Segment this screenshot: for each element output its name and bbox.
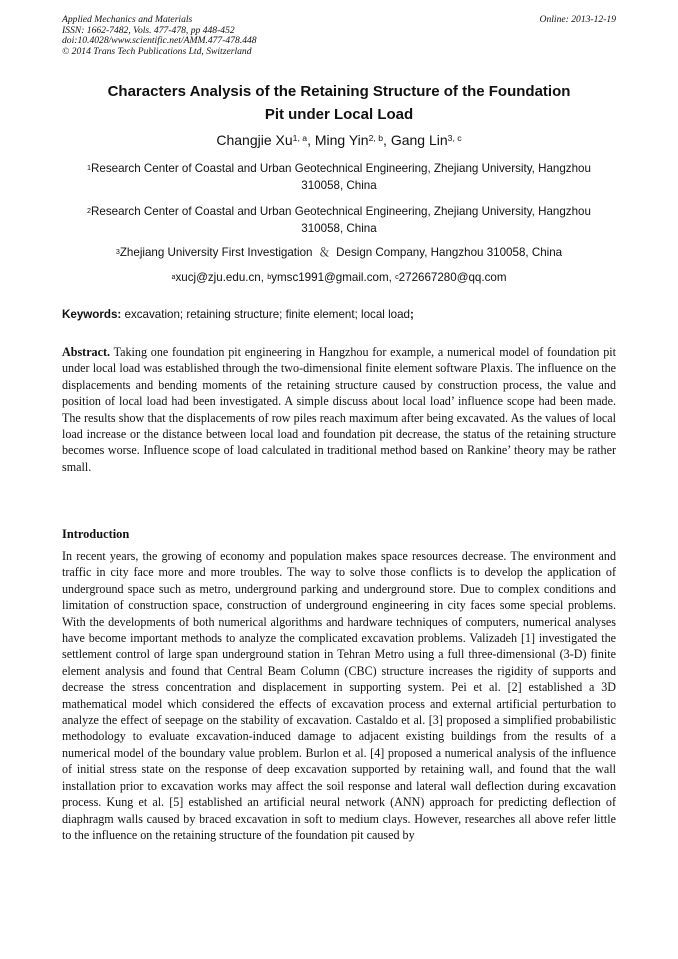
copyright-line: © 2014 Trans Tech Publications Ltd, Switzerland [62, 45, 252, 57]
affiliation-2 [62, 203, 616, 237]
title-line-1: Characters Analysis of the Retaining Structure of the Foundation [107, 83, 571, 100]
author-superscript: 1, a [292, 133, 308, 144]
keywords-end: ; [410, 308, 414, 321]
affiliation-text: Research Center of Coastal and Urban Geotechnical Engineering, Zhejiang University, Hangzhou [91, 162, 591, 175]
email-link[interactable]: 272667280@qq.com [398, 271, 507, 284]
affiliation-1 [62, 160, 616, 194]
journal-name: Applied Mechanics and Materials [62, 14, 193, 25]
affiliation-text: 310058, China [301, 179, 377, 192]
affiliation-number: 2 [87, 205, 92, 215]
keywords [62, 307, 616, 323]
doi-line: doi:10.4028/www.scientific.net/AMM.477-478.448 [62, 35, 257, 47]
section-heading-introduction: Introduction [62, 527, 130, 541]
affiliation-text: 310058, China [301, 222, 377, 235]
affiliation-number: 3 [115, 246, 120, 256]
email-link[interactable]: ymsc1991@gmail.com, [271, 271, 396, 284]
affiliation-text: Research Center of Coastal and Urban Geotechnical Engineering, Zhejiang University, Hangzhou [91, 205, 591, 218]
email-superscript: b [267, 271, 272, 281]
title-line-2: Pit under Local Load [264, 106, 414, 123]
online-date: Online: 2013-12-19 [539, 14, 616, 25]
introduction-body: In recent years, the growing of economy and population makes space resources decrease. The environment and traffic in city face more and more troubles. The way to solve those conflicts is to develop the application of underground space such as metro, underground parking and underground store. Due to complex conditions and limitation of construction space, construction of underground engineering in city faces some special problems. With the developments of both numerical algorithms and hardware techniques of computers, numerical analyses have become important methods to analyze the complicated excavation problems. Valizadeh [1] investigated the settlement control of large span underground station in Tehran Metro using a full three-dimensional (3-D) finite element analysis and found that Central Beam Column (CBC) structure increases the rigidity of supports and decrease the stress concentration and displacement in supporting system. Pei et al. [2] established a 3D mathematical model which considered the effects of excavation process and external artificial perturbation to analyze the effect of seepage on the stability of excavation. Castaldo et al. [3] proposed a simplified probabilistic methodology to evaluate excavation-induced damage to adjacent existing buildings from the results of a numerical model of the boundary value problem. Burlon et al. [4] proposed a numerical analysis of the influence of initial stress state on the response of deep excavation supported by retaining wall, and found that the wall installation prior to excavation works may affect the soil response and lateral wall deflection during excavation process. Kung et al. [5] established an artificial neural network (ANN) approach for predicting deflection of diaphragm walls caused by braced excavation in soft to medium clays. However, researches all above refer little to the influence on the retaining structure of the foundation pit caused by [62, 549, 616, 842]
email-list [62, 269, 616, 286]
author-superscript: 3, c [447, 133, 462, 144]
author-superscript: 2, b [368, 133, 384, 144]
affiliation-number: 1 [87, 162, 92, 172]
abstract-label: Abstract. [62, 345, 111, 359]
email-link[interactable]: xucj@zju.edu.cn, [175, 271, 268, 284]
author-name: Gang Lin [390, 132, 448, 148]
abstract [62, 344, 616, 475]
affiliation-text: Zhejiang University First Investigation [119, 246, 313, 259]
ampersand: ＆ [318, 246, 331, 259]
keywords-text: excavation; retaining structure; finite element; local load [121, 308, 410, 321]
affiliation-3 [62, 244, 616, 261]
journal-header [62, 15, 616, 57]
author-name: Ming Yin [314, 132, 369, 148]
paper-title [62, 80, 616, 126]
abstract-text: Taking one foundation pit engineering in Hangzhou for example, a numerical model of foundation pit under local load was established through the two-dimensional finite element software Plaxis. The influence on the displacements and bending moments of the retaining structure caused by construction process, the value and position of local load had been investigated. A simple discuss about local load’ influence scope had been made. The results show that the displacements of row piles reach maximum after being excavated. As the values of local load increase or the distance between local load and foundation pit decrease, the status of the retaining structure becomes worse. Influence scope of load calculated in traditional method based on Rankine’ theory may be rather small. [62, 345, 616, 474]
keywords-label: Keywords: [62, 308, 122, 321]
issn-line: ISSN: 1662-7482, Vols. 477-478, pp 448-452 [62, 24, 235, 36]
author-name: Changjie Xu [216, 132, 293, 148]
affiliation-text: Design Company, Hangzhou 310058, China [336, 246, 563, 259]
author-list: Changjie Xu$^{1, a}$, Ming Yin$^{2, b}$, Gang Lin$^{3, c}$ [216, 132, 462, 148]
email-superscript: c [395, 271, 399, 281]
email-superscript: a [171, 271, 176, 281]
